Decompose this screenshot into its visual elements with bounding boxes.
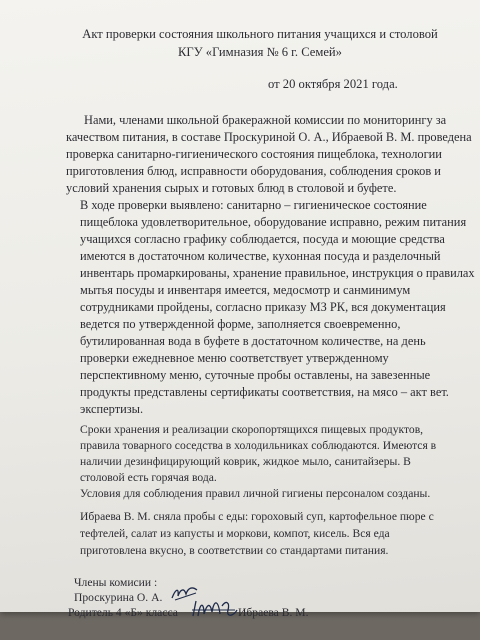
findings-line: В ходе проверки выявлено: санитарно – гигиеническое состояние bbox=[80, 198, 427, 212]
findings-line: экспертизы. bbox=[80, 402, 144, 416]
storage-line: Условия для соблюдения правил личной гигиены персоналом созданы. bbox=[80, 487, 431, 500]
document-title-line1: Акт проверки состояния школьного питания учащихся и столовой bbox=[82, 27, 438, 41]
findings-line: мытья посуды и инвентаря имеется, медосмотр и санминимум bbox=[80, 283, 411, 297]
storage-line: правила товарного соседства в холодильниках соблюдаются. Имеются в bbox=[80, 439, 437, 452]
document-title-line2: КГУ «Гимназия № 6 г. Семей» bbox=[178, 45, 342, 59]
tasting-line: приготовлена вкусно, в соответствии со стандартами питания. bbox=[80, 544, 389, 557]
member2-role: Родитель 4 «Б» класса bbox=[68, 606, 178, 619]
intro-line: проверка санитарно-гигиенического состояния пищеблока, технологии bbox=[66, 147, 442, 161]
findings-line: пищеблока удовлетворительное, оборудование исправно, режим питания bbox=[80, 215, 467, 229]
tasting-line: тефтелей, салат из капусты и моркови, компот, кисель. Вся еда bbox=[80, 527, 390, 540]
findings-line: продукты представлены сертификаты соответствия, на мясо – акт вет. bbox=[80, 385, 449, 399]
storage-line: наличии дезинфицирующий коврик, жидкое мыло, санитайзеры. В bbox=[80, 455, 411, 468]
findings-line: сотрудниками пройдены, согласно приказу МЗ РК, вся документация bbox=[80, 300, 446, 314]
findings-line: инвентарь промаркированы, хранение правильное, инструкция о правилах bbox=[80, 266, 475, 280]
tasting-line: Ибраева В. М. сняла пробы с еды: гороховый суп, картофельное пюре с bbox=[80, 510, 434, 523]
findings-line: ведется по утвержденной форме, заполняется своевременно, bbox=[80, 317, 401, 331]
findings-line: проверки ежедневное меню соответствует утвержденному bbox=[80, 351, 389, 365]
signature-ibraeva bbox=[190, 596, 240, 622]
findings-line: учащихся согласно графику соблюдается, посуда и моющие средства bbox=[80, 232, 445, 246]
intro-line: приготовления блюд, исправности оборудования, соблюдения сроков и bbox=[66, 164, 441, 178]
document-date: от 20 октября 2021 года. bbox=[268, 77, 398, 91]
member2-name: Ибраева В. М. bbox=[238, 606, 309, 619]
findings-line: перспективному меню, суточные пробы оставлены, на завезенные bbox=[80, 368, 431, 382]
findings-line: имеются в достаточном количестве, кухонная посуда и разделочный bbox=[80, 249, 441, 263]
commission-heading: Члены комисии : bbox=[74, 576, 158, 589]
storage-line: столовой есть горячая вода. bbox=[80, 471, 217, 484]
intro-line: условий хранения сырых и готовых блюд в столовой и буфете. bbox=[66, 181, 397, 195]
storage-line: Сроки хранения и реализации скоропортящихся пищевых продуктов, bbox=[80, 423, 424, 436]
intro-line: Нами, членами школьной бракеражной комиссии по мониторингу за bbox=[84, 113, 447, 127]
intro-line: качеством питания, в составе Проскуриной О. А., Ибраевой В. М. проведена bbox=[66, 130, 472, 144]
findings-line: бутилированная вода в буфете в достаточном количестве, на день bbox=[80, 334, 426, 348]
member1-name: Проскурина О. А. bbox=[74, 591, 163, 604]
